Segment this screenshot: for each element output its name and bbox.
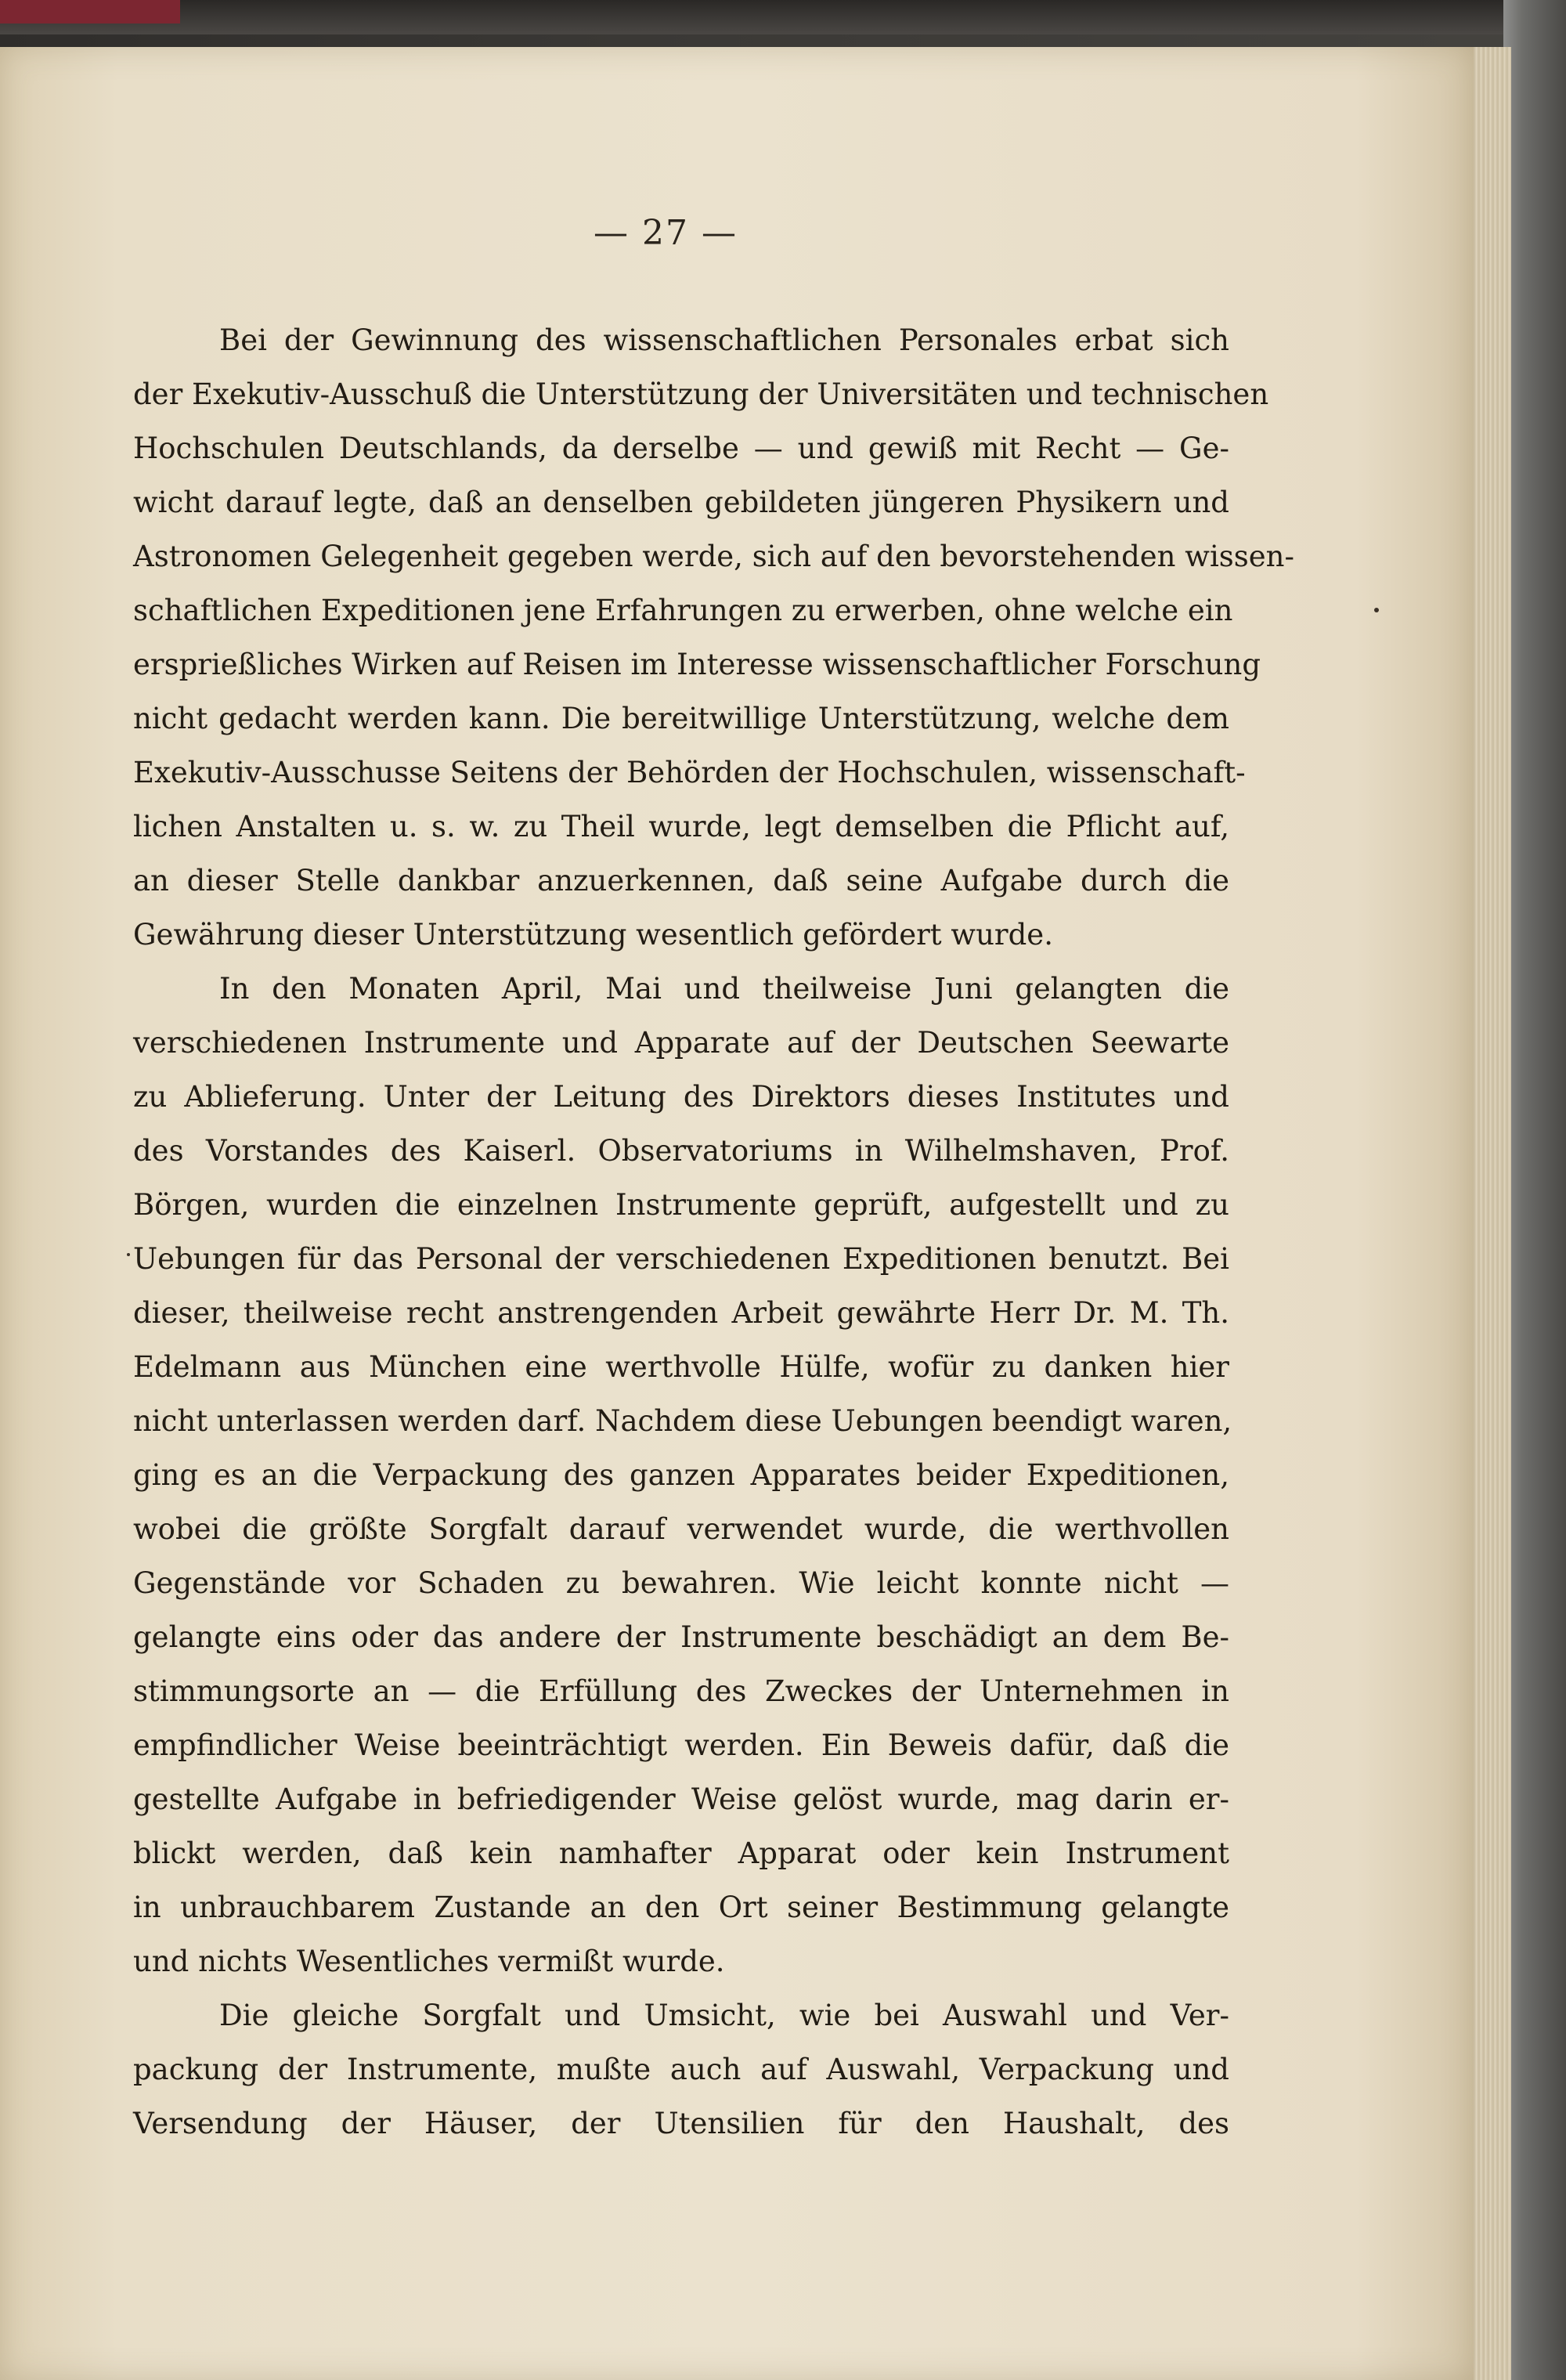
text-line: gestellte Aufgabe in befriedigender Weise gelöst wurde, mag darin er- [133, 1782, 1229, 1816]
page-stack-edges [1472, 47, 1511, 2380]
text-line: an dieser Stelle dankbar anzuerkennen, daß seine Aufgabe durch die [133, 864, 1229, 897]
text-line: verschiedenen Instrumente und Apparate auf der Deutschen Seewarte [133, 1026, 1229, 1060]
text-line: der Exekutiv-Ausschuß die Unterstützung der Universitäten und technischen [133, 377, 1269, 411]
text-line: packung der Instrumente, mußte auch auf Auswahl, Verpackung und [133, 2053, 1229, 2086]
text-line: Astronomen Gelegenheit gegeben werde, sich auf den bevorstehenden wissen- [133, 540, 1294, 573]
text-line: ging es an die Verpackung des ganzen Apparates beider Expeditionen, [133, 1458, 1229, 1492]
text-line: und nichts Wesentliches vermißt wurde. [133, 1945, 725, 1978]
text-line: Die gleiche Sorgfalt und Umsicht, wie bei Auswahl und Ver- [219, 1999, 1229, 2032]
text-line: dieser, theilweise recht anstrengenden Arbeit gewährte Herr Dr. M. Th. [133, 1296, 1229, 1330]
paper-speck [1374, 608, 1379, 612]
text-line: lichen Anstalten u. s. w. zu Theil wurde, legt demselben die Pflicht auf, [133, 810, 1229, 843]
text-line: gelangte eins oder das andere der Instrumente beschädigt an dem Be- [133, 1620, 1229, 1654]
text-line: in unbrauchbarem Zustande an den Ort seiner Bestimmung gelangte [133, 1891, 1229, 1924]
text-line: des Vorstandes des Kaiserl. Observatoriums in Wilhelmshaven, Prof. [133, 1134, 1229, 1168]
page-body [133, 313, 1294, 2151]
text-line: Bei der Gewinnung des wissenschaftlichen Personales erbat sich [219, 323, 1229, 357]
text-line: Edelmann aus München eine werthvolle Hülfe, wofür zu danken hier [133, 1350, 1229, 1384]
text-line: wobei die größte Sorgfalt darauf verwendet wurde, die werthvollen [133, 1512, 1229, 1546]
text-line: In den Monaten April, Mai und theilweise Juni gelangten die [219, 972, 1229, 1006]
text-line: blickt werden, daß kein namhafter Apparat oder kein Instrument [133, 1836, 1229, 1870]
text-line: Versendung der Häuser, der Utensilien für den Haushalt, des [133, 2107, 1229, 2140]
text-line: zu Ablieferung. Unter der Leitung des Direktors dieses Institutes und [133, 1080, 1229, 1114]
paragraph [133, 313, 1294, 962]
text-line: stimmungsorte an — die Erfüllung des Zweckes der Unternehmen in [133, 1674, 1229, 1708]
paragraph [133, 962, 1232, 1988]
book-cover-edge [1503, 0, 1566, 2380]
text-line: wicht darauf legte, daß an denselben gebildeten jüngeren Physikern und [133, 486, 1229, 519]
book-page [0, 47, 1474, 2380]
book-binding-top [0, 0, 1511, 34]
text-line: Hochschulen Deutschlands, da derselbe — und gewiß mit Recht — Ge- [133, 432, 1229, 465]
red-bookmark-tab [0, 0, 180, 23]
paper-speck [127, 1253, 130, 1256]
text-line: Gewährung dieser Unterstützung wesentlich gefördert wurde. [133, 918, 1053, 952]
page-number: — 27 — [594, 213, 738, 253]
text-line: nicht gedacht werden kann. Die bereitwillige Unterstützung, welche dem [133, 702, 1229, 735]
text-line: schaftlichen Expeditionen jene Erfahrungen zu erwerben, ohne welche ein [133, 594, 1233, 627]
paragraph [133, 1988, 1229, 2151]
text-line: Uebungen für das Personal der verschiedenen Expeditionen benutzt. Bei [133, 1242, 1229, 1276]
text-line: ersprießliches Wirken auf Reisen im Interesse wissenschaftlicher Forschung [133, 648, 1261, 681]
text-line: Börgen, wurden die einzelnen Instrumente geprüft, aufgestellt und zu [133, 1188, 1229, 1222]
text-line: empfindlicher Weise beeinträchtigt werden. Ein Beweis dafür, daß die [133, 1728, 1229, 1762]
text-line: Gegenstände vor Schaden zu bewahren. Wie leicht konnte nicht — [133, 1566, 1229, 1600]
text-line: nicht unterlassen werden darf. Nachdem diese Uebungen beendigt waren, [133, 1404, 1232, 1438]
text-line: Exekutiv-Ausschusse Seitens der Behörden der Hochschulen, wissenschaft- [133, 756, 1246, 789]
